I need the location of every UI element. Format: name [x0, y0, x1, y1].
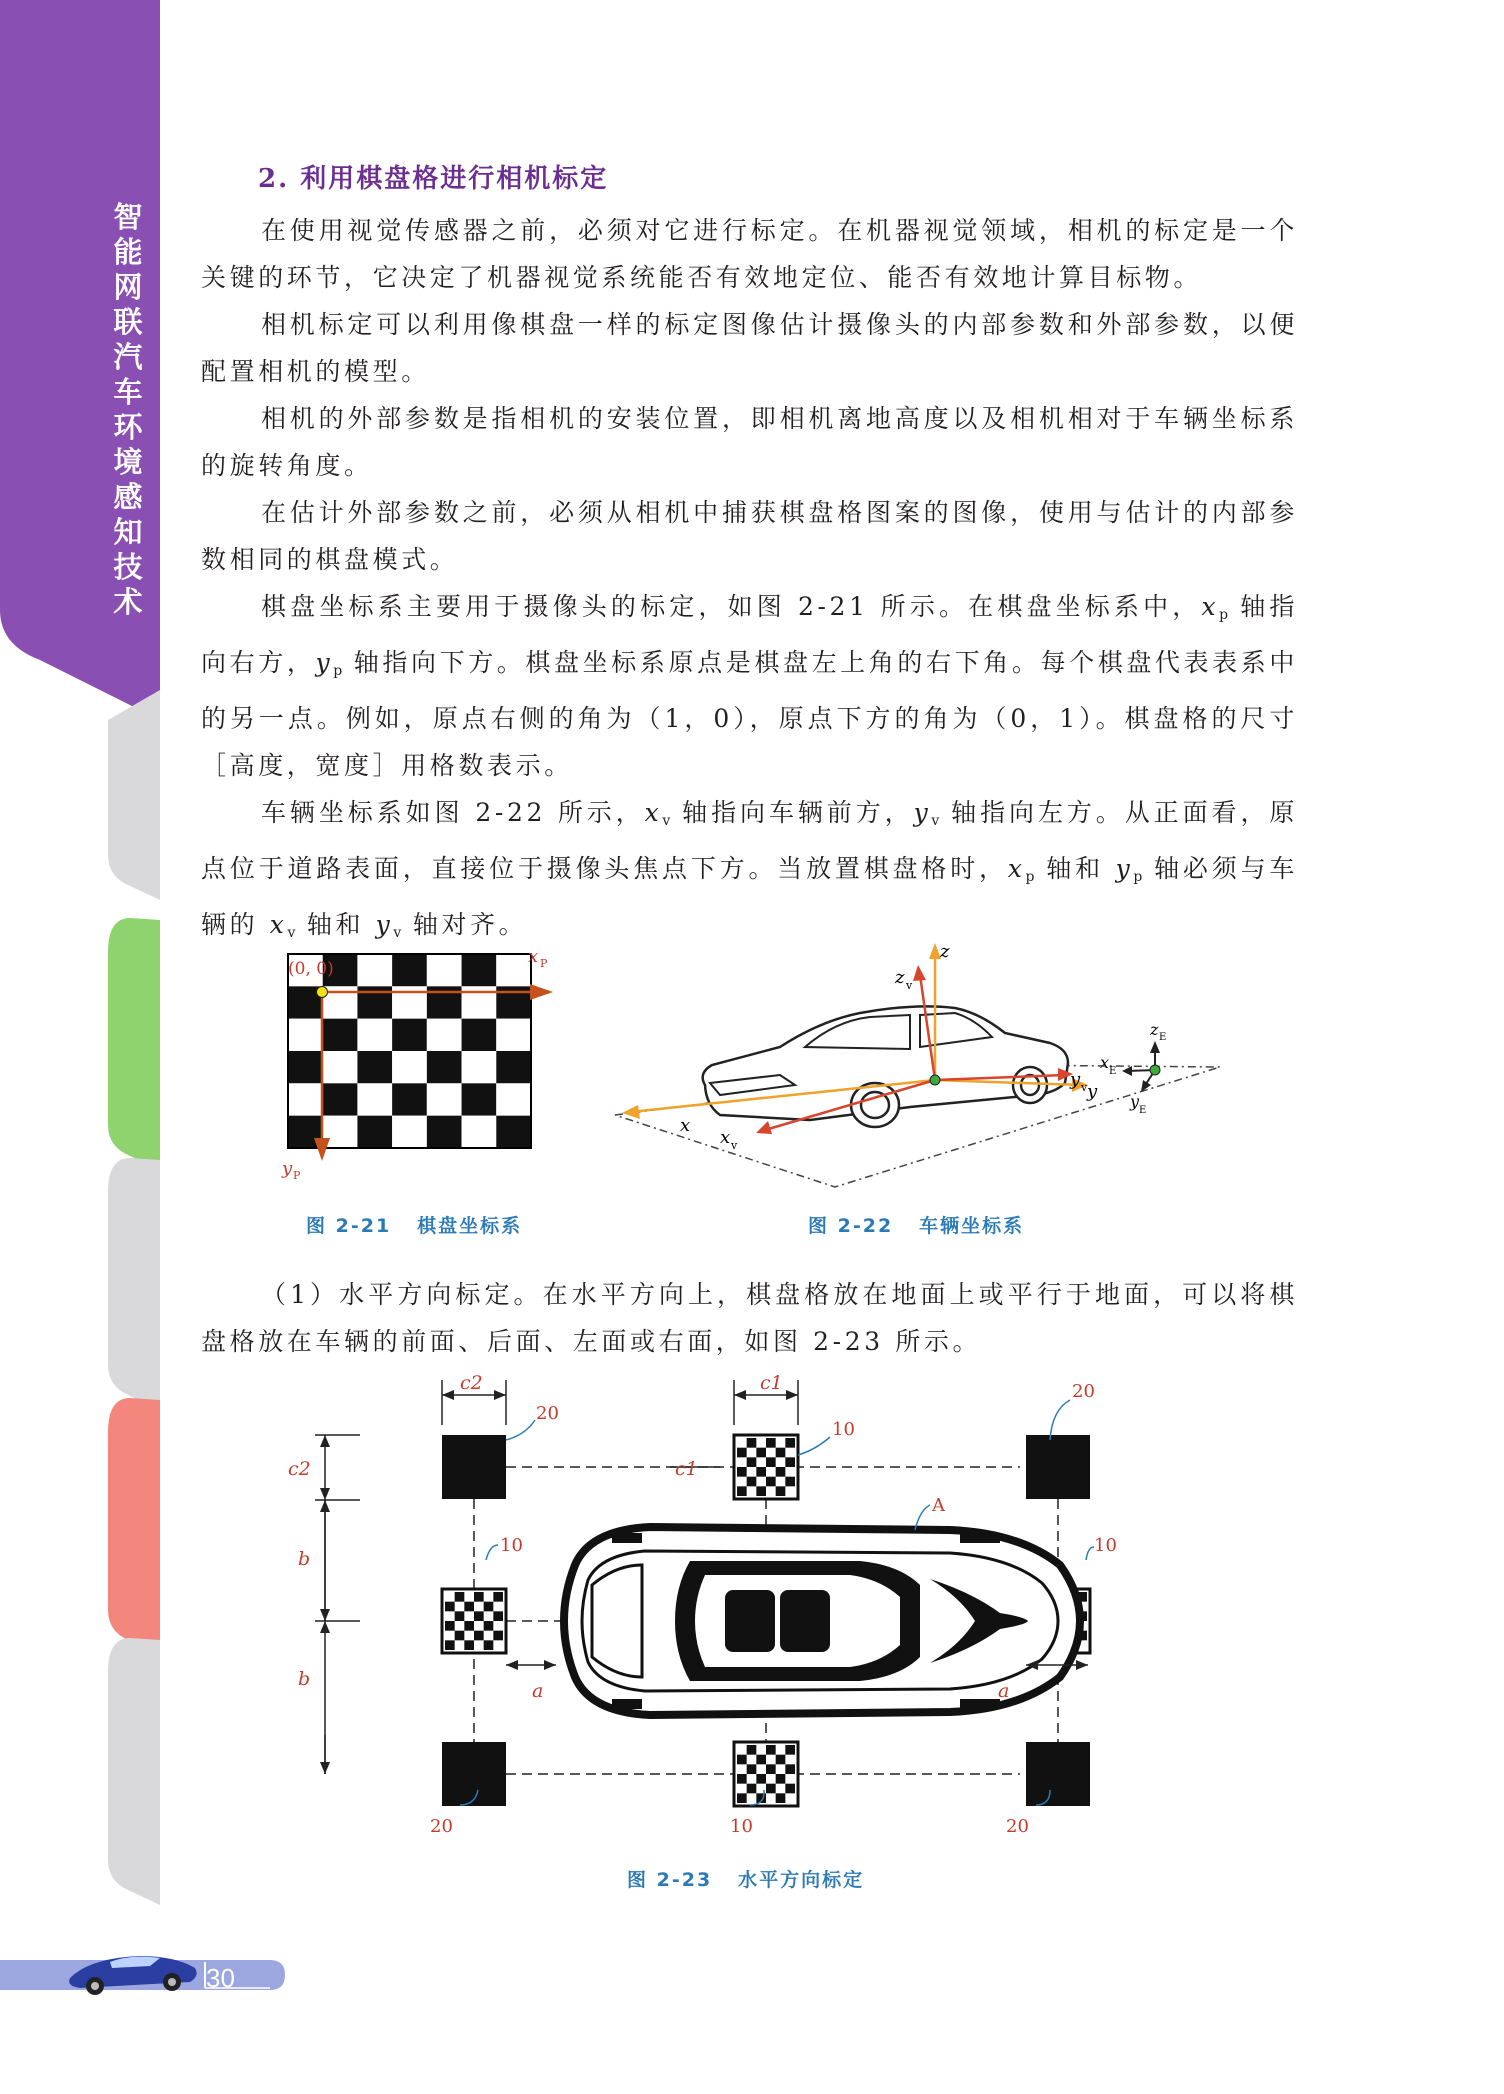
paragraph: 在使用视觉传感器之前，必须对它进行标定。在机器视觉领域，相机的标定是一个关键的环节，它决定了机器视觉系统能否有效地定位、能否有效地计算目标物。 [201, 216, 1298, 292]
checker-square [455, 1631, 465, 1641]
checker-square [747, 1745, 757, 1755]
y-axis-sub: P [293, 1169, 301, 1182]
svg-text:E: E [1159, 1032, 1167, 1043]
figure-2-23 [288, 1365, 1160, 1845]
checker-square [455, 1592, 465, 1602]
checker-square [747, 1784, 757, 1794]
checker-square [288, 1051, 323, 1083]
checker-square [785, 1745, 795, 1755]
checker-square [737, 1448, 747, 1458]
figure-2-22-caption: 图 2-22 车辆坐标系 [808, 1215, 1025, 1237]
checker-square [737, 1755, 747, 1765]
checker-square [756, 1486, 766, 1496]
checker-square [323, 1083, 358, 1115]
checker-square [766, 1764, 776, 1774]
tag-10: 10 [832, 1419, 855, 1440]
checker-square [462, 954, 497, 986]
y-axis-label: y [282, 1158, 293, 1179]
checker-square [785, 1784, 795, 1794]
checker-square [766, 1477, 776, 1487]
checker-square [323, 1019, 358, 1051]
checker-square [392, 954, 427, 986]
label-xv: x [720, 1127, 731, 1148]
checker-square [427, 1051, 462, 1083]
checker-square [747, 1438, 757, 1448]
checker-square [392, 1083, 427, 1115]
svg-text:v: v [906, 979, 913, 992]
checker-square [776, 1793, 786, 1803]
checker-square [288, 1019, 323, 1051]
figure-2-23-caption: 图 2-23 水平方向标定 [627, 1869, 865, 1891]
checker-square [288, 1083, 323, 1115]
checker-square [427, 1116, 462, 1148]
checker-square [427, 1083, 462, 1115]
svg-text:v: v [1081, 1081, 1088, 1094]
section-heading: 2. 利用棋盘格进行相机标定 [258, 164, 609, 194]
checker-square [323, 1051, 358, 1083]
checker-square [785, 1764, 795, 1774]
dim-a-right: a [998, 1680, 1010, 1702]
paragraph: 相机的外部参数是指相机的安装位置，即相机离地高度以及相机相对于车辆坐标系的旋转角度。 [201, 404, 1298, 480]
checker-square [737, 1793, 747, 1803]
svg-text:v: v [731, 1139, 738, 1152]
checker-square [357, 1116, 392, 1148]
checker-square [737, 1467, 747, 1477]
checker-square [484, 1602, 494, 1612]
checker-square [776, 1755, 786, 1765]
solid-target [1026, 1742, 1090, 1806]
checker-square [766, 1438, 776, 1448]
tag-20: 20 [430, 1816, 453, 1837]
checker-square [747, 1457, 757, 1467]
label-zv: z [895, 967, 905, 988]
checker-square [445, 1621, 455, 1631]
checker-square [756, 1755, 766, 1765]
checker-square [776, 1774, 786, 1784]
car-outline [703, 1006, 1068, 1127]
checker-square [474, 1631, 484, 1641]
checker-square [756, 1774, 766, 1784]
svg-text:E: E [1109, 1066, 1117, 1077]
checker-square [496, 1019, 531, 1051]
checker-square [766, 1457, 776, 1467]
y-axis-arrow [314, 1138, 330, 1161]
tag-20: 20 [1006, 1816, 1029, 1837]
dim-c1-side: c1 [675, 1458, 698, 1480]
checker-square [427, 954, 462, 986]
checker-square [496, 1116, 531, 1148]
checker-square [776, 1448, 786, 1458]
checker-square [445, 1602, 455, 1612]
checker-square [357, 1051, 392, 1083]
checker-square [445, 1640, 455, 1650]
checker-square [427, 1019, 462, 1051]
checker-square [484, 1640, 494, 1650]
checker-square [766, 1784, 776, 1794]
tag-car: A [932, 1495, 945, 1516]
checker-square [756, 1467, 766, 1477]
origin-point [317, 987, 328, 998]
body-text [201, 207, 1298, 957]
checker-square [357, 954, 392, 986]
checker-square [462, 1051, 497, 1083]
checker-square [747, 1477, 757, 1487]
label-yv: y [1070, 1069, 1081, 1090]
page-number: 30 [206, 1963, 235, 1993]
checker-square [766, 1745, 776, 1755]
checker-square [737, 1486, 747, 1496]
label-zE: z [1150, 1020, 1159, 1039]
footer-decoration [0, 1940, 300, 2010]
x-axis-sub: P [540, 957, 548, 970]
solid-target [442, 1435, 506, 1499]
label-yE: y [1130, 1092, 1140, 1111]
label-xE: x [1100, 1053, 1110, 1072]
checker-square [392, 1051, 427, 1083]
dim-c2-side: c2 [288, 1458, 311, 1480]
checker-square [496, 1051, 531, 1083]
checker-square [462, 1116, 497, 1148]
tag-20: 20 [536, 1403, 559, 1424]
paragraph: （1）水平方向标定。在水平方向上，棋盘格放在地面上或平行于地面，可以将棋盘格放在车辆的前面、后面、左面或右面，如图 2-23 所示。 [201, 1280, 1298, 1356]
svg-text:E: E [1139, 1105, 1147, 1116]
checker-square [496, 954, 531, 986]
checker-square [785, 1477, 795, 1487]
tag-20: 20 [1072, 1381, 1095, 1402]
dim-a-left: a [532, 1680, 544, 1702]
dim-c2-top: c2 [460, 1372, 483, 1394]
checker-square [464, 1640, 474, 1650]
checker-square [462, 1083, 497, 1115]
checker-square [493, 1611, 503, 1621]
paragraph: 棋盘坐标系主要用于摄像头的标定，如图 2-21 所示。在棋盘坐标系中，$x_p$ 轴指向右方，$y_p$ 轴指向下方。棋盘坐标系原点是棋盘左上角的右下角。每个棋盘代表表系中的另一点。例如，原点右侧的角为（1，0），原点下方的角为（0，1）。棋盘格的尺寸［高度，宽度］用格数表示。 [201, 592, 1299, 780]
dim-b-2: b [298, 1668, 311, 1690]
checker-square [493, 1631, 503, 1641]
figure-2-21-caption: 图 2-21 棋盘坐标系 [306, 1215, 523, 1237]
checker-square [493, 1592, 503, 1602]
checker-square [747, 1764, 757, 1774]
solid-target [1026, 1435, 1090, 1499]
checker-square [496, 1083, 531, 1115]
label-z: z [940, 941, 950, 962]
checker-square [737, 1774, 747, 1784]
paragraph: 在估计外部参数之前，必须从相机中捕获棋盘格图案的图像，使用与估计的内部参数相同的棋盘模式。 [201, 498, 1298, 574]
checker-square [785, 1457, 795, 1467]
sidebar-title: 智 能 网 联 汽 车 环 境 感 知 技 术 [113, 200, 143, 619]
checker-square [464, 1621, 474, 1631]
origin-label: (0, 0) [288, 959, 334, 979]
paragraph: 相机标定可以利用像棋盘一样的标定图像估计摄像头的内部参数和外部参数，以便配置相机的模型。 [201, 310, 1298, 386]
paragraph: 车辆坐标系如图 2-22 所示，$x_v$ 轴指向车辆前方，$y_v$ 轴指向左方。从正面看，原点位于道路表面，直接位于摄像头焦点下方。当放置棋盘格时，$x_p$ 轴和 $y_p$ 轴必须与车辆的 $x_v$ 轴和 $y_v$ 轴对齐。 [201, 798, 1298, 941]
figure-2-21 [270, 940, 570, 1190]
body-text-2 [201, 1271, 1298, 1365]
dim-c1-top: c1 [760, 1372, 783, 1394]
dim-b-1: b [298, 1548, 311, 1570]
checker-square [357, 1019, 392, 1051]
tag-10: 10 [500, 1535, 523, 1556]
checker-square [462, 1019, 497, 1051]
checker-square [785, 1438, 795, 1448]
tag-10: 10 [1094, 1535, 1117, 1556]
label-x: x [680, 1115, 691, 1136]
checker-square [455, 1611, 465, 1621]
solid-target [442, 1742, 506, 1806]
checker-square [392, 1019, 427, 1051]
checker-square [776, 1486, 786, 1496]
x-axis-label: x [528, 946, 539, 967]
label-y: y [1087, 1081, 1098, 1102]
figure-2-22 [610, 935, 1230, 1195]
checker-square [484, 1621, 494, 1631]
checker-square [392, 1116, 427, 1148]
x-axis-arrow [530, 984, 553, 1000]
checker-square [464, 1602, 474, 1612]
checker-square [776, 1467, 786, 1477]
checkerboard [288, 954, 531, 1148]
checker-square [357, 1083, 392, 1115]
tag-10: 10 [730, 1816, 753, 1837]
checker-square [756, 1448, 766, 1458]
checker-square [474, 1592, 484, 1602]
checker-square [474, 1611, 484, 1621]
